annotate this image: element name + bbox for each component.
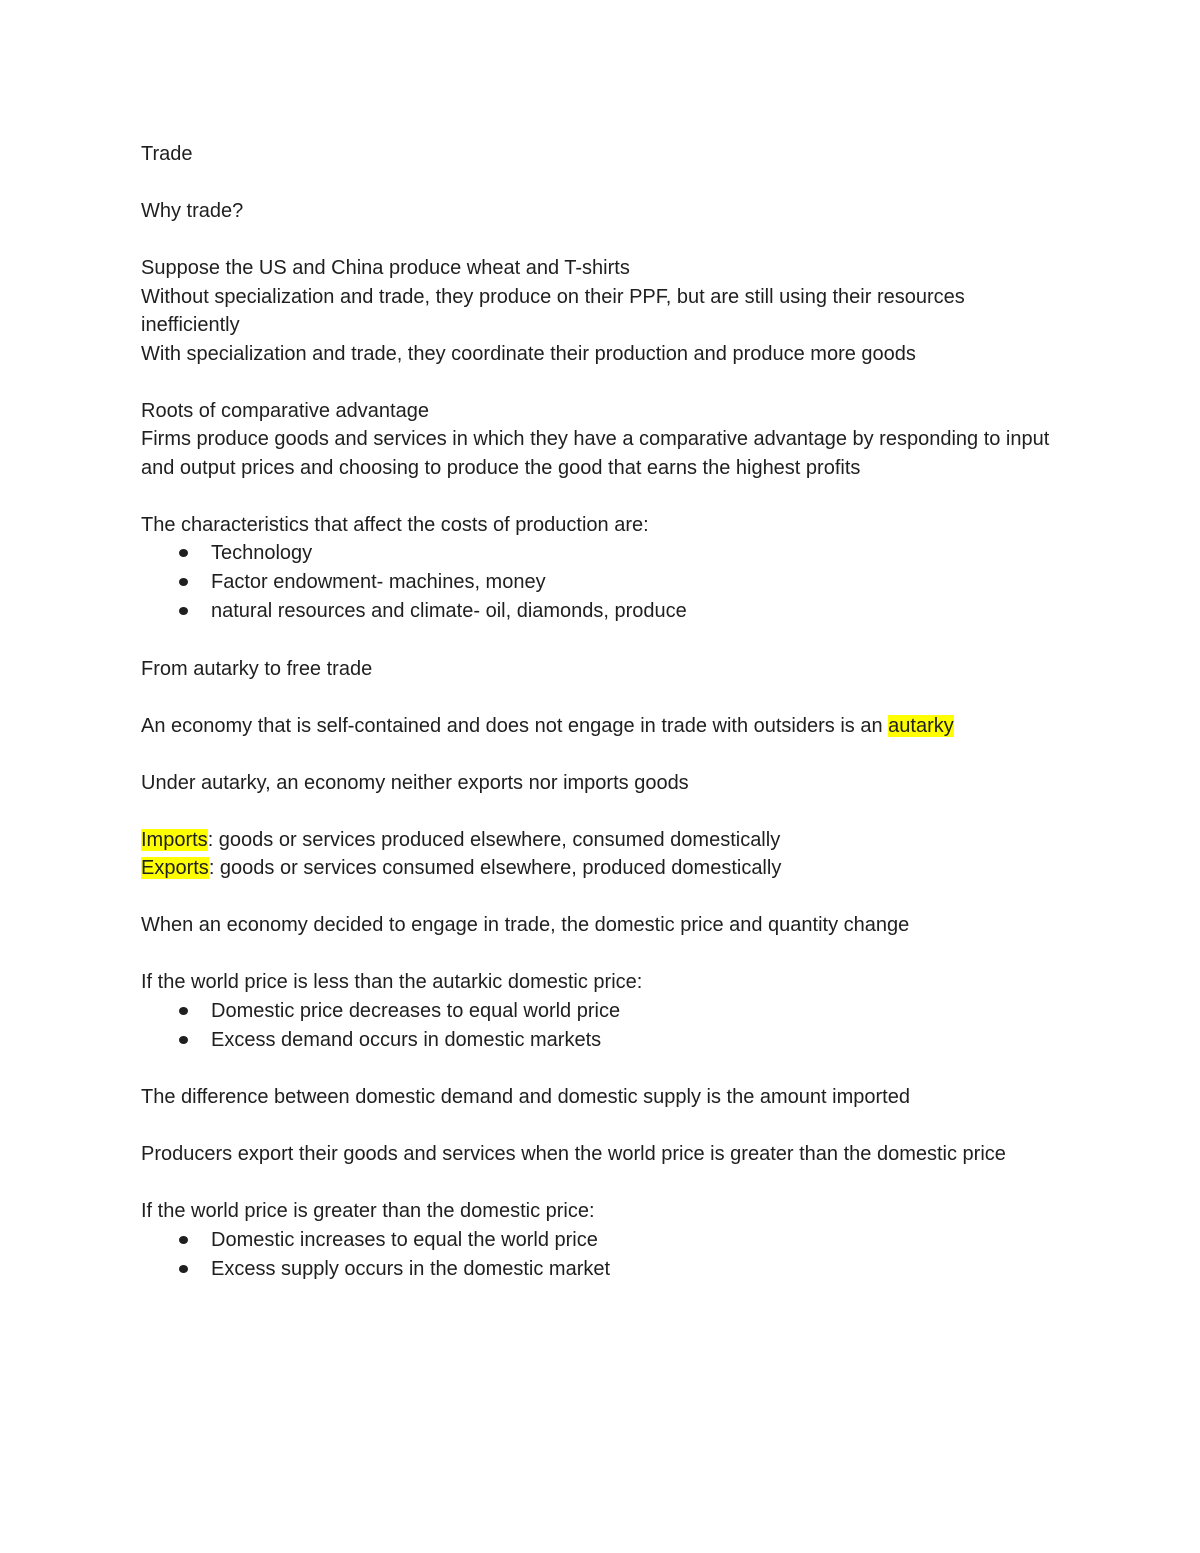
world-less-list [141,997,1061,1055]
exports-definition-text: : goods or services consumed elsewhere, produced domestically [208,857,782,879]
bullet-icon [179,1036,188,1044]
world-greater-list [141,1226,1061,1284]
autarky-definition-text: An economy that is self-contained and does not engage in trade with outsiders is an [141,714,883,737]
bullet-icon [179,607,188,615]
under-autarky-text: Under autarky, an economy neither exports nor imports goods [141,771,689,794]
list-item [141,597,1061,626]
exports-definition [141,854,1061,883]
list-item [141,997,1061,1026]
roots-heading: Roots of comparative advantage [141,399,429,422]
autarky-term-highlight: autarky [888,714,954,737]
list-item-text: Domestic price decreases to equal world price [211,999,621,1022]
engage-trade-text: When an economy decided to engage in trade, the domestic price and quantity change [141,914,910,936]
imports-definition-text: : goods or services produced elsewhere, consumed domestically [207,828,781,851]
world-less-intro: If the world price is less than the autarkic domestic price: [141,971,643,993]
list-item-text: Excess demand occurs in domestic markets [211,1028,602,1051]
without-specialization-text: Without specialization and trade, they produce on their PPF, but are still using their resources inefficiently [141,285,965,336]
list-item-text: Technology [211,542,313,564]
producers-export-text: Producers export their goods and services when the world price is greater than the domestic price [141,1143,1006,1165]
document-page [141,140,1061,1284]
characteristics-intro: The characteristics that affect the costs of production are: [141,513,649,536]
characteristics-list [141,539,1061,626]
suppose-text: Suppose the US and China produce wheat and T-shirts [141,257,630,279]
list-item [141,1026,1061,1055]
list-item [141,539,1061,568]
doc-title: Trade [141,143,193,165]
why-trade-heading: Why trade? [141,200,244,222]
list-item [141,1255,1061,1284]
bullet-icon [179,1007,188,1015]
autarky-definition [141,712,1061,741]
difference-text: The difference between domestic demand and domestic supply is the amount imported [141,1086,910,1108]
with-specialization-text: With specialization and trade, they coordinate their production and produce more goods [141,342,916,365]
imports-definition [141,826,1061,855]
autarky-heading: From autarky to free trade [141,657,373,680]
list-item-text: Excess supply occurs in the domestic market [211,1257,611,1280]
list-item-text: natural resources and climate- oil, diamonds, produce [211,600,687,622]
list-item [141,568,1061,597]
exports-term-highlight: Exports [141,857,209,879]
bullet-icon [179,1265,188,1273]
bullet-icon [179,578,188,586]
list-item-text: Domestic increases to equal the world price [211,1228,598,1251]
roots-body: Firms produce goods and services in which they have a comparative advantage by responding to input and output prices and choosing to produce the good that earns the highest profits [141,428,1050,479]
list-item-text: Factor endowment- machines, money [211,571,546,593]
imports-term-highlight: Imports [141,828,208,851]
world-greater-intro: If the world price is greater than the domestic price: [141,1200,595,1222]
bullet-icon [179,549,188,557]
list-item [141,1226,1061,1255]
bullet-icon [179,1236,188,1244]
